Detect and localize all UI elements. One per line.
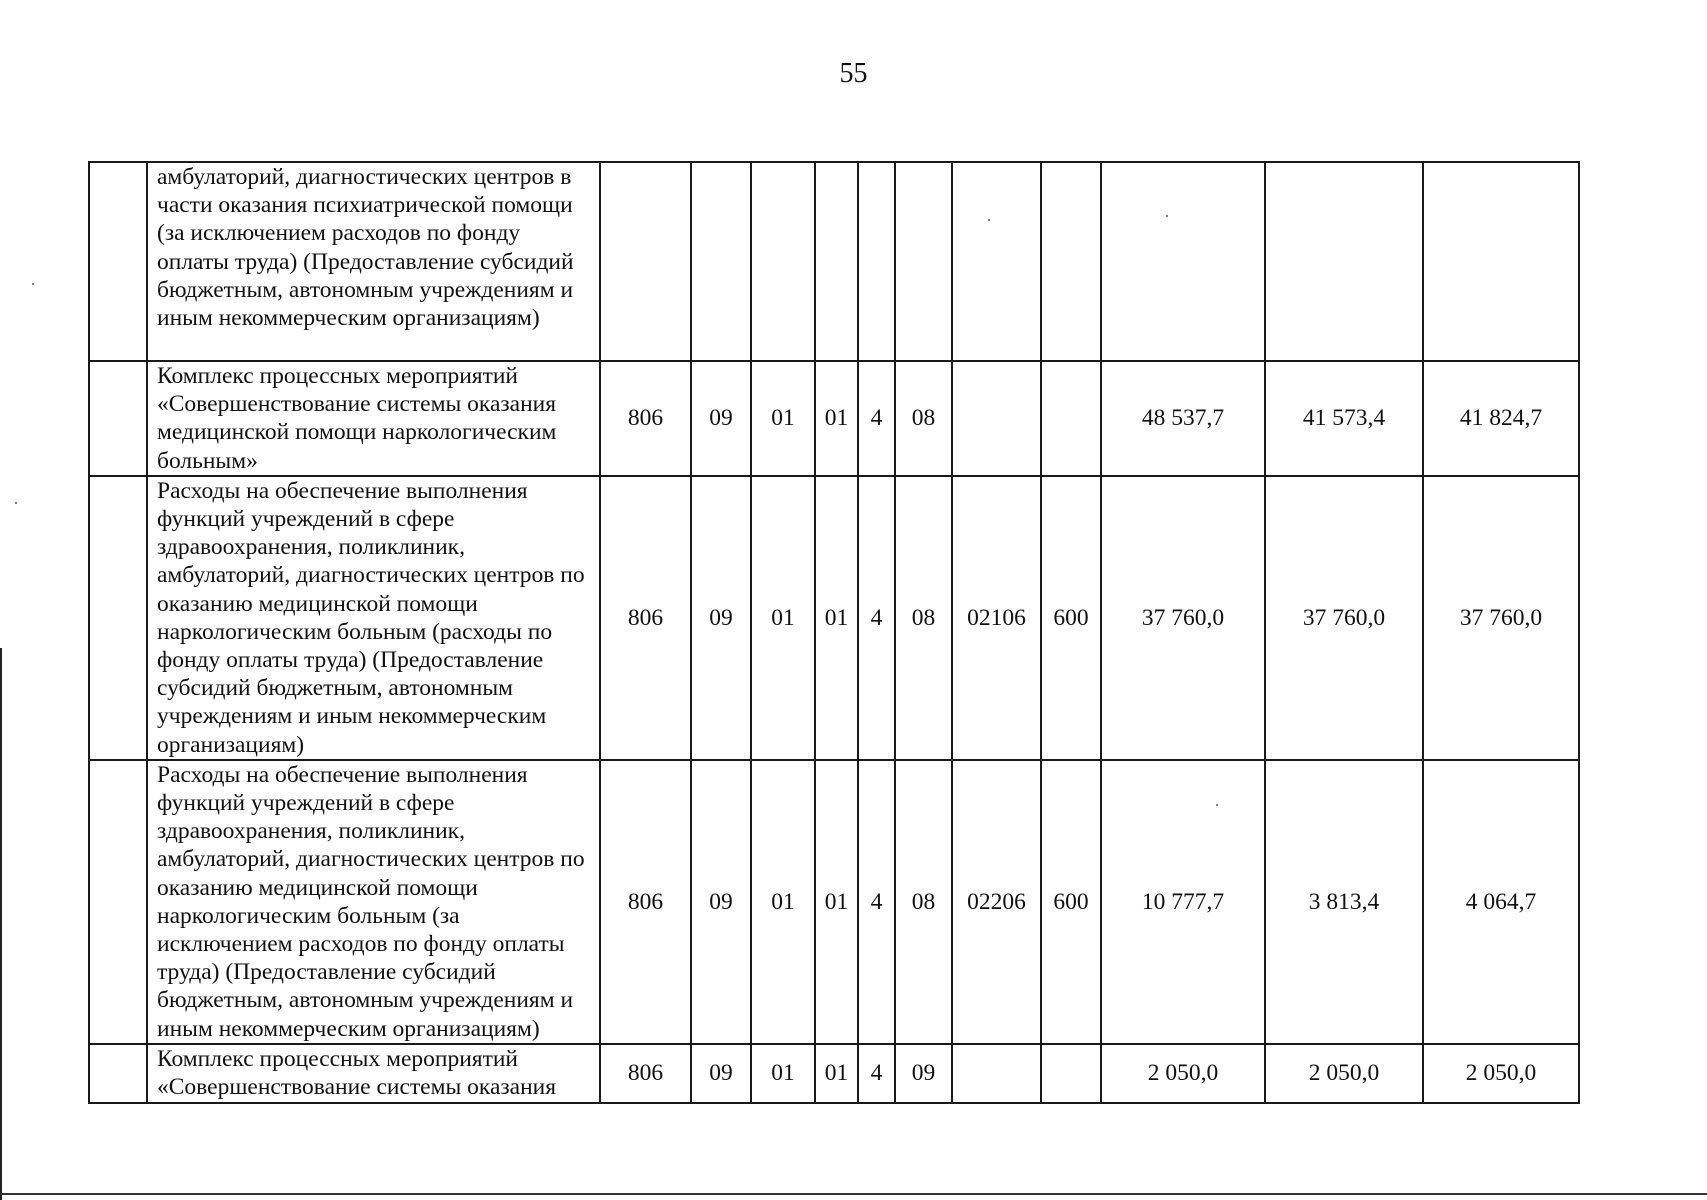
code-cell-1: 806 bbox=[600, 760, 691, 1044]
code-cell-4 bbox=[815, 162, 858, 361]
code-cell-4: 01 bbox=[815, 476, 858, 760]
amount-cell-1: 10 777,7 bbox=[1101, 760, 1265, 1044]
row-blank-cell bbox=[89, 162, 147, 361]
amount-cell-2: 3 813,4 bbox=[1265, 760, 1423, 1044]
code-cell-5: 4 bbox=[858, 760, 895, 1044]
amount-cell-2 bbox=[1265, 162, 1423, 361]
code-cell-3: 01 bbox=[751, 476, 815, 760]
code-cell-4: 01 bbox=[815, 361, 858, 476]
amount-cell-3: 2 050,0 bbox=[1423, 1044, 1579, 1103]
amount-cell-2: 37 760,0 bbox=[1265, 476, 1423, 760]
code-cell-4: 01 bbox=[815, 1044, 858, 1103]
table-row bbox=[89, 361, 1579, 476]
table-row bbox=[89, 760, 1579, 1044]
code-cell-6 bbox=[895, 162, 952, 361]
scan-speck bbox=[1216, 804, 1218, 806]
code-cell-7 bbox=[952, 162, 1041, 361]
table-row bbox=[89, 1044, 1579, 1103]
row-description: Комплекс процессных мероприятий «Совершенствование системы оказания bbox=[147, 1044, 600, 1103]
amount-cell-3: 4 064,7 bbox=[1423, 760, 1579, 1044]
amount-cell-2: 41 573,4 bbox=[1265, 361, 1423, 476]
code-cell-7 bbox=[952, 1044, 1041, 1103]
code-cell-5: 4 bbox=[858, 476, 895, 760]
scan-bottom-edge bbox=[0, 1193, 1707, 1195]
row-description: Расходы на обеспечение выполнения функций учреждений в сфере здравоохранения, поликлиник, амбулаторий, диагностических центров по оказанию медицинской помощи наркологическим больным (за исключением расходов по фонду оплаты труда) (Предоставление субсидий бюджетным, автономным учреждениям и иным некоммерческим организациям) bbox=[147, 760, 600, 1044]
row-description: амбулаторий, диагностических центров в части оказания психиатрической помощи (за исключением расходов по фонду оплаты труда) (Предоставление субсидий бюджетным, автономным учреждениям и иным некоммерческим организациям) bbox=[147, 162, 600, 361]
code-cell-8 bbox=[1041, 361, 1101, 476]
scan-speck bbox=[1166, 215, 1168, 217]
code-cell-7: 02106 bbox=[952, 476, 1041, 760]
code-cell-6: 08 bbox=[895, 476, 952, 760]
code-cell-2 bbox=[691, 162, 751, 361]
scan-left-edge bbox=[0, 648, 2, 1200]
code-cell-6: 09 bbox=[895, 1044, 952, 1103]
code-cell-1: 806 bbox=[600, 476, 691, 760]
scan-speck bbox=[32, 283, 34, 285]
code-cell-1: 806 bbox=[600, 361, 691, 476]
code-cell-5: 4 bbox=[858, 361, 895, 476]
code-cell-1: 806 bbox=[600, 1044, 691, 1103]
scan-speck bbox=[988, 219, 990, 221]
code-cell-7 bbox=[952, 361, 1041, 476]
code-cell-8 bbox=[1041, 1044, 1101, 1103]
row-blank-cell bbox=[89, 361, 147, 476]
code-cell-5: 4 bbox=[858, 1044, 895, 1103]
code-cell-8 bbox=[1041, 162, 1101, 361]
budget-table bbox=[88, 161, 1580, 1104]
code-cell-3: 01 bbox=[751, 361, 815, 476]
code-cell-7: 02206 bbox=[952, 760, 1041, 1044]
code-cell-8: 600 bbox=[1041, 760, 1101, 1044]
code-cell-2: 09 bbox=[691, 476, 751, 760]
code-cell-3 bbox=[751, 162, 815, 361]
scan-speck bbox=[15, 502, 17, 504]
row-blank-cell bbox=[89, 476, 147, 760]
row-description: Расходы на обеспечение выполнения функций учреждений в сфере здравоохранения, поликлиник, амбулаторий, диагностических центров по оказанию медицинской помощи наркологическим больным (расходы по фонду оплаты труда) (Предоставление субсидий бюджетным, автономным учреждениям и иным некоммерческим организациям) bbox=[147, 476, 600, 760]
amount-cell-3: 41 824,7 bbox=[1423, 361, 1579, 476]
code-cell-1 bbox=[600, 162, 691, 361]
code-cell-2: 09 bbox=[691, 760, 751, 1044]
code-cell-6: 08 bbox=[895, 760, 952, 1044]
amount-cell-3: 37 760,0 bbox=[1423, 476, 1579, 760]
amount-cell-1: 2 050,0 bbox=[1101, 1044, 1265, 1103]
amount-cell-1: 37 760,0 bbox=[1101, 476, 1265, 760]
amount-cell-1 bbox=[1101, 162, 1265, 361]
code-cell-5 bbox=[858, 162, 895, 361]
row-description: Комплекс процессных мероприятий «Совершенствование системы оказания медицинской помощи наркологическим больным» bbox=[147, 361, 600, 476]
code-cell-8: 600 bbox=[1041, 476, 1101, 760]
table-row bbox=[89, 476, 1579, 760]
row-blank-cell bbox=[89, 1044, 147, 1103]
amount-cell-2: 2 050,0 bbox=[1265, 1044, 1423, 1103]
code-cell-6: 08 bbox=[895, 361, 952, 476]
code-cell-2: 09 bbox=[691, 1044, 751, 1103]
row-blank-cell bbox=[89, 760, 147, 1044]
table-row bbox=[89, 162, 1579, 361]
page-number: 55 bbox=[839, 58, 868, 89]
code-cell-2: 09 bbox=[691, 361, 751, 476]
code-cell-3: 01 bbox=[751, 1044, 815, 1103]
code-cell-3: 01 bbox=[751, 760, 815, 1044]
amount-cell-3 bbox=[1423, 162, 1579, 361]
amount-cell-1: 48 537,7 bbox=[1101, 361, 1265, 476]
code-cell-4: 01 bbox=[815, 760, 858, 1044]
